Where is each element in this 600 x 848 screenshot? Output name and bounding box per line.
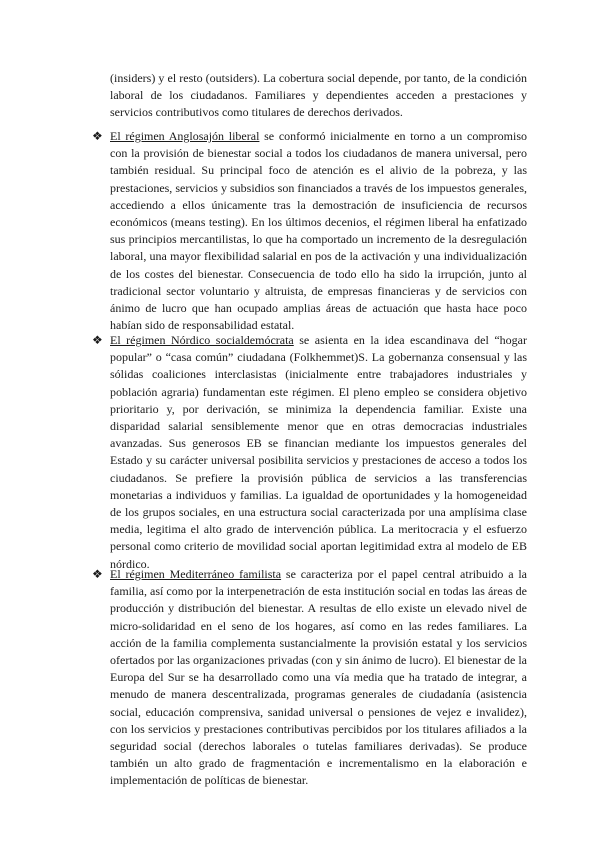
- item-title: El régimen Anglosajón liberal: [110, 129, 260, 143]
- item-paragraph: [110, 332, 527, 573]
- item-title: El régimen Mediterráneo familista: [110, 567, 282, 581]
- diamond-bullet-icon: ❖: [92, 129, 103, 143]
- item-text: se asienta en la idea escandinava del “hogar popular” o “casa común” ciudadana (Folkhemmet)S. La gobernanza consensual y las sólidas coaliciones interclasistas (inicialmente entre trabajadores industriales y población agraria) fundamentan este régimen. El pleno empleo se considera objetivo prioritario y, por derivación, se minimiza la dependencia familiar. Existe una disparidad salarial sensiblemente menor que en otras democracias industriales avanzadas. Sus generosos EB se financian mediante los impuestos generales del Estado y su carácter universal posibilita servicios y prestaciones de acceso a todos los ciudadanos. Se prefiere la provisión pública de servicios a las transferencias monetarias a individuos y familias. La igualdad de oportunidades y la homogeneidad de los grupos sociales, en una estructura social caracterizada por una amplísima clase media, legitima el alto grado de intervención pública. La meritocracia y el esfuerzo personal como criterio de movilidad social aportan legitimidad extra al modelo de EB nórdico.: [110, 333, 527, 571]
- item-text: se conformó inicialmente en torno a un compromiso con la provisión de bienestar social a todos los ciudadanos de manera universal, pero también residual. Su principal foco de atención es el alivio de la pobreza, y las prestaciones, servicios y subsidios son financiados a través de los impuestos generales, accediendo a ellos únicamente tras la demostración de insuficiencia de recursos económicos (means testing). En los últimos decenios, el régimen liberal ha enfatizado sus principios mercantilistas, lo que ha comportado un incremento de la desregulación laboral, una mayor flexibilidad salarial en pos de la activación y una individualización de los costes del bienestar. Consecuencia de todo ello ha sido la irrupción, junto al tradicional sector voluntario y altruista, de empresas financieras y de servicios con ánimo de lucro que han ocupado amplias áreas de actuación que hasta hace poco habían sido de responsabilidad estatal.: [110, 129, 527, 333]
- diamond-bullet-icon: ❖: [92, 567, 103, 581]
- diamond-bullet-icon: ❖: [92, 333, 103, 347]
- intro-paragraph: (insiders) y el resto (outsiders). La cobertura social depende, por tanto, de la condición laboral de los ciudadanos. Familiares y dependientes acceden a prestaciones y servicios contributivos como titulares de derechos derivados.: [110, 71, 527, 120]
- list-item-anglosajon: [92, 128, 527, 334]
- item-paragraph: [110, 128, 527, 334]
- item-title: El régimen Nórdico socialdemócrata: [110, 333, 294, 347]
- item-text: se caracteriza por el papel central atribuido a la familia, así como por la interpenetración de esta institución social en todas las áreas de producción y distribución del bienestar. A resultas de ello existe un elevado nivel de micro-solidaridad en el seno de los hogares, así como en las redes familiares. La acción de la familia complementa sustancialmente la provisión estatal y los servicios ofertados por las organizaciones privadas (con y sin ánimo de lucro). El bienestar de la Europa del Sur se ha desarrollado como una vía media que ha tratado de integrar, a menudo de manera descentralizada, programas generales de ciudadanía (asistencia social, educación comprensiva, sanidad universal o pensiones de vejez e invalidez), con los servicios y prestaciones contributivas percibidos por los titulares afiliados a la seguridad social (derechos laborales o tutelas familiares derivadas). Se produce también un alto grado de fragmentación e incrementalismo en la elaboración e implementación de políticas de bienestar.: [110, 567, 527, 788]
- list-item-nordico: [92, 332, 527, 573]
- item-paragraph: [110, 566, 527, 790]
- list-item-mediterraneo: [92, 566, 527, 790]
